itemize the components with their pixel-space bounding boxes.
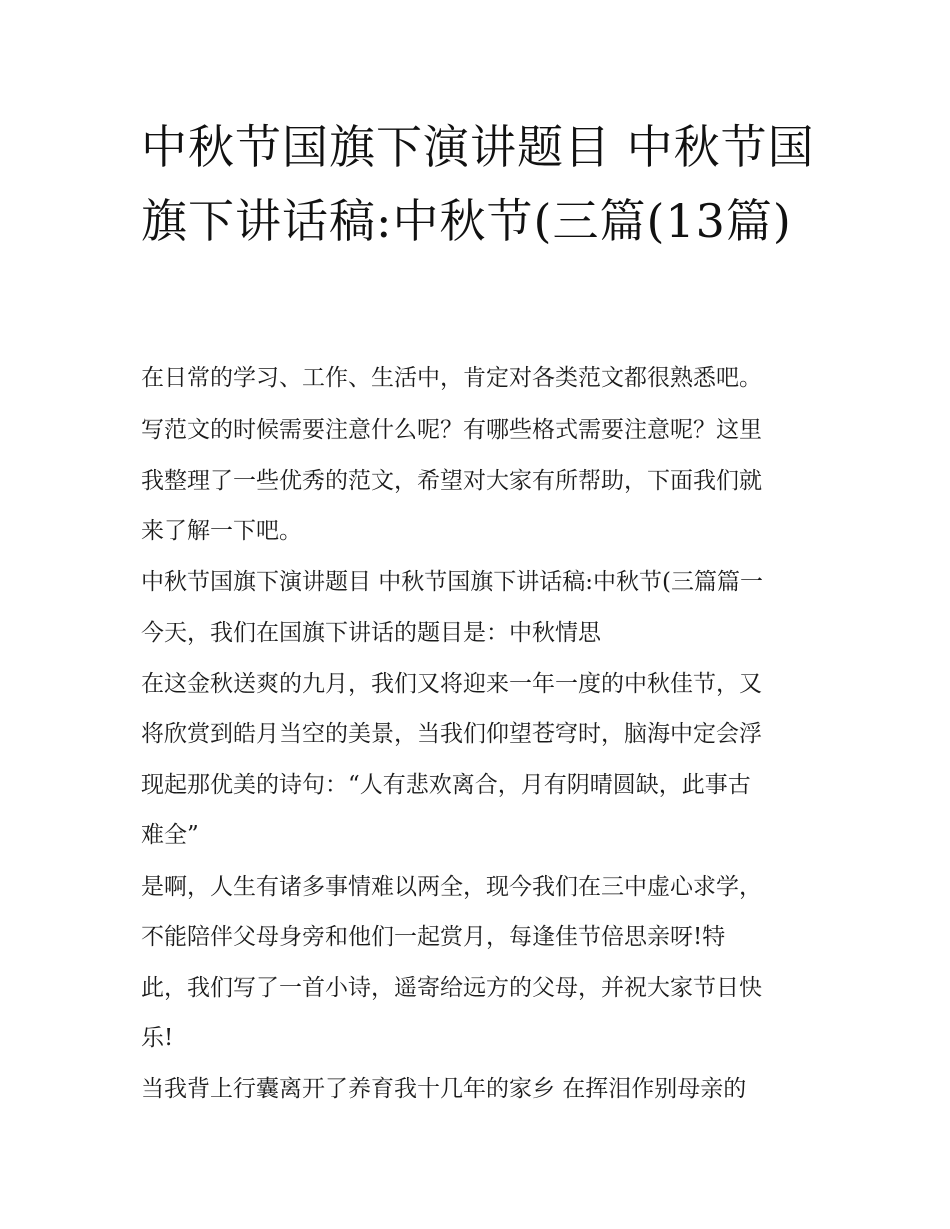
body-line-8: 将欣赏到皓月当空的美景，当我们仰望苍穹时，脑海中定会浮 — [141, 721, 762, 747]
body-line-13: 此，我们写了一首小诗，遥寄给远方的父母，并祝大家节日快 — [141, 975, 762, 1001]
body-line-3: 我整理了一些优秀的范文，希望对大家有所帮助，下面我们就 — [141, 468, 762, 494]
body-line-14: 乐! — [141, 1025, 174, 1051]
body-line-12: 不能陪伴父母身旁和他们一起赏月，每逢佳节倍思亲呀!特 — [141, 924, 726, 950]
body-line-1: 在日常的学习、工作、生活中，肯定对各类范文都很熟悉吧。 — [141, 365, 762, 391]
document-title: 中秋节国旗下演讲题目 中秋节国旗下讲话稿:中秋节(三篇(13篇) — [141, 120, 815, 248]
body-line-7: 在这金秋送爽的九月，我们又将迎来一年一度的中秋佳节，又 — [141, 671, 762, 697]
body-line-4: 来了解一下吧。 — [141, 518, 302, 544]
body-line-6: 今天，我们在国旗下讲话的题目是：中秋情思 — [141, 620, 601, 646]
section-heading-line: 中秋节国旗下演讲题目 中秋节国旗下讲话稿:中秋节(三篇篇一 — [141, 569, 764, 595]
body-line-11: 是啊，人生有诸多事情难以两全，现今我们在三中虚心求学， — [141, 874, 762, 900]
body-line-15: 当我背上行囊离开了养育我十几年的家乡 在挥泪作别母亲的 — [141, 1076, 747, 1102]
body-line-9: 现起那优美的诗句：“人有悲欢离合，月有阴晴圆缺，此事古 — [141, 772, 751, 798]
body-line-2: 写范文的时候需要注意什么呢？有哪些格式需要注意呢？这里 — [141, 417, 762, 443]
body-line-10: 难全” — [141, 822, 199, 848]
